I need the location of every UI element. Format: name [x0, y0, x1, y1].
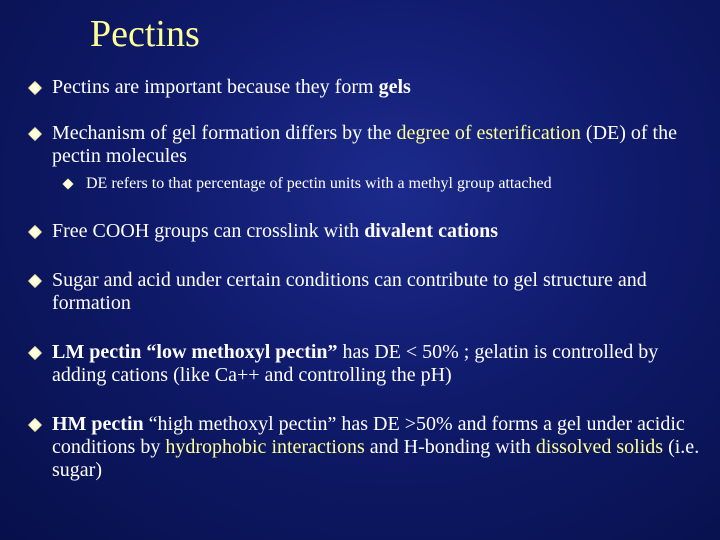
bullet-text: Free COOH groups can crosslink with — [52, 220, 365, 242]
bullet-marker-icon — [28, 127, 42, 141]
bullet-text: and H-bonding with — [364, 436, 536, 458]
bullet-item — [30, 76, 702, 99]
bullet-text: Mechanism of gel formation differs by the — [52, 122, 397, 144]
bullet-text: (DE) of the pectin molecules — [52, 122, 677, 167]
bullet-highlight-term: dissolved solids — [535, 436, 664, 458]
bullet-text: Sugar and acid under certain conditions can contribute to gel structure and formation — [52, 269, 647, 314]
bullet-list — [30, 76, 702, 482]
sub-bullet-text: DE refers to that percentage of pectin units with a methyl group attached — [86, 175, 552, 192]
bullet-marker-icon — [28, 225, 42, 239]
bullet-marker-icon — [28, 274, 42, 288]
bullet-text: “high methoxyl pectin” has DE >50% and forms a gel under acidic conditions by — [52, 413, 685, 458]
bullet-item — [30, 122, 702, 168]
bullet-item — [30, 220, 702, 243]
bullet-marker-icon — [28, 418, 42, 432]
bullet-text: Pectins are important because they form — [52, 76, 379, 98]
bullet-marker-icon — [28, 346, 42, 360]
slide-title: Pectins — [90, 13, 200, 55]
sub-bullet-marker-icon — [62, 178, 73, 189]
bullet-bold-term: HM pectin — [52, 413, 144, 435]
bullet-highlight-term: degree of esterification — [396, 122, 581, 144]
bullet-highlight-term: hydrophobic interactions — [165, 436, 365, 458]
bullet-text: (i.e. sugar) — [52, 436, 700, 481]
bullet-bold-term: LM pectin “low methoxyl pectin” — [52, 341, 338, 363]
bullet-text: has DE < 50% ; gelatin is controlled by adding cations (like Ca++ and controlling the pH) — [52, 341, 659, 386]
bullet-marker-icon — [28, 81, 42, 95]
sub-bullet-item — [30, 174, 702, 194]
bullet-item — [30, 341, 702, 387]
bullet-bold-term: divalent cations — [364, 220, 499, 242]
bullet-item — [30, 413, 702, 482]
bullet-item — [30, 269, 702, 315]
bullet-bold-term: gels — [378, 76, 411, 98]
